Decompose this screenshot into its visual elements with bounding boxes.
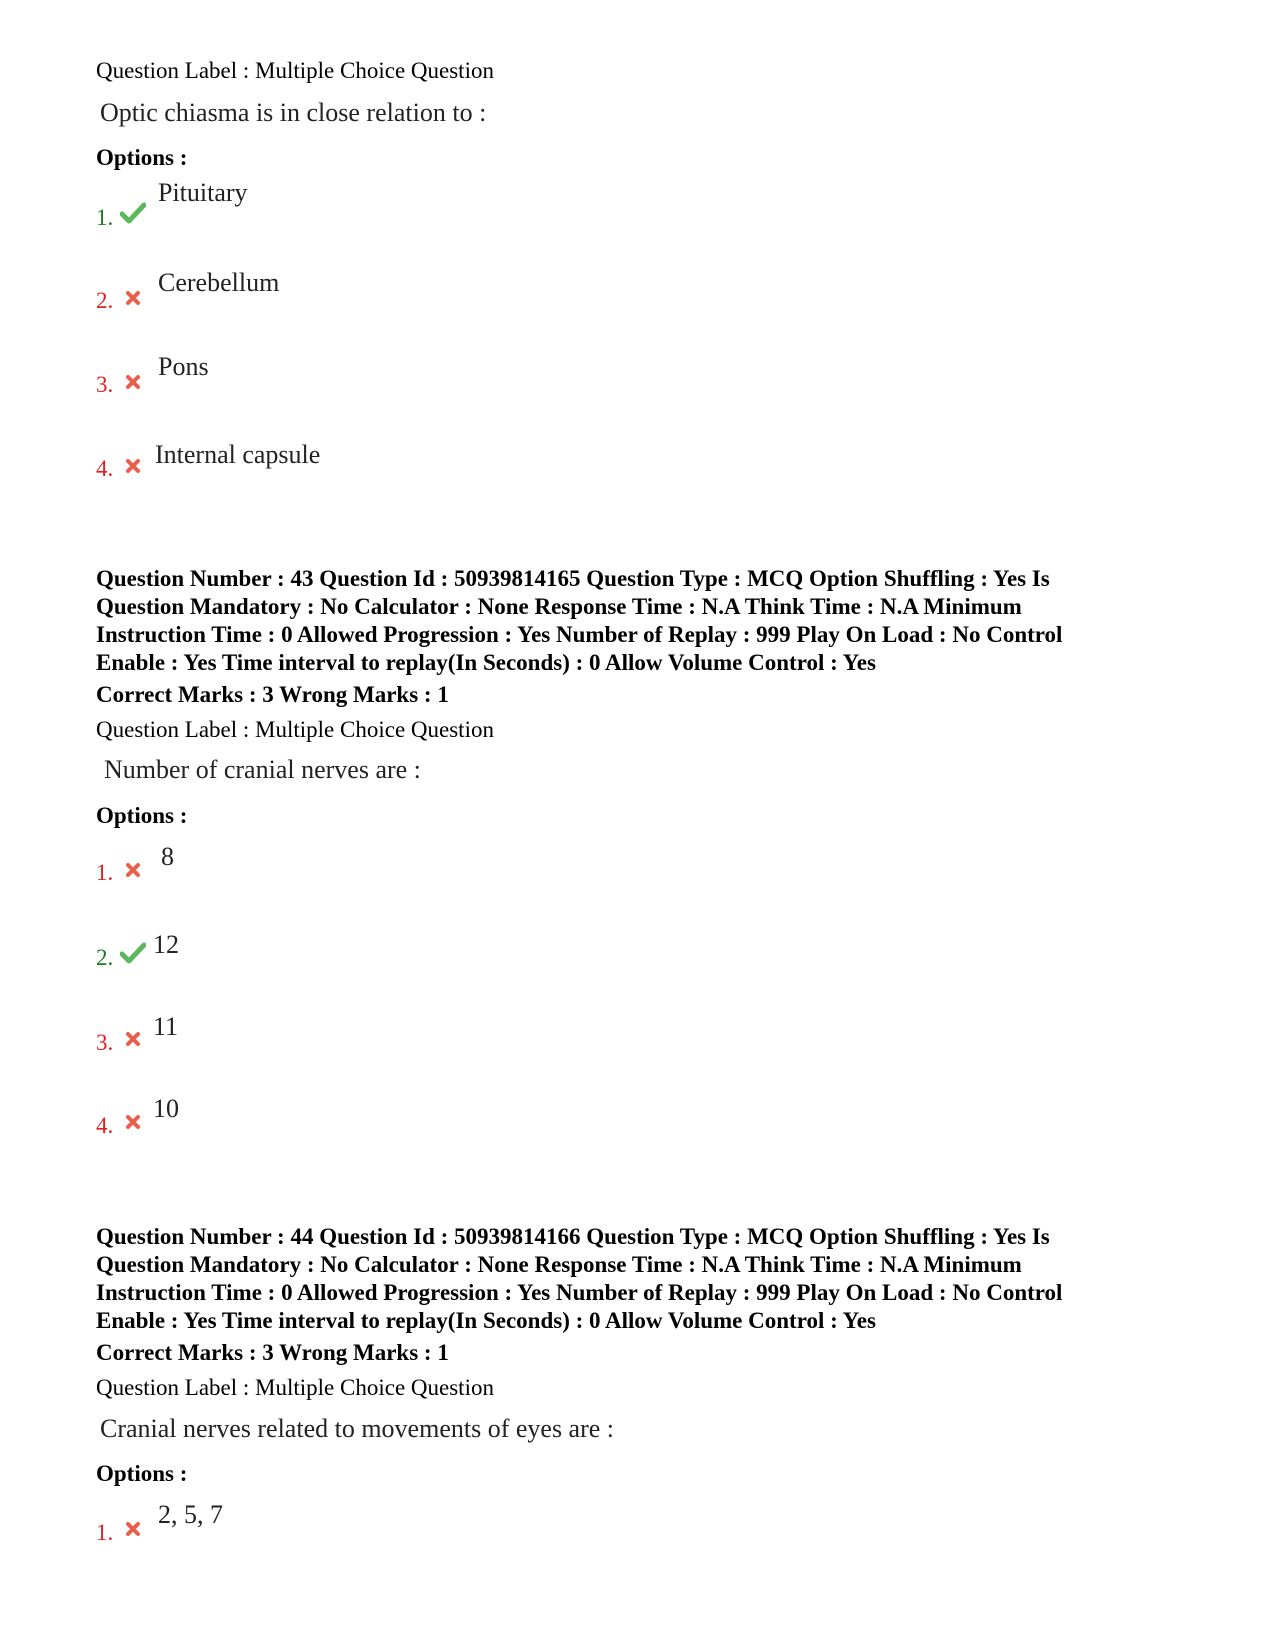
cross-icon — [125, 1521, 141, 1542]
check-icon — [120, 202, 146, 229]
marks-info: Correct Marks : 3 Wrong Marks : 1 — [96, 682, 449, 707]
question-label: Question Label : Multiple Choice Question — [96, 1375, 494, 1400]
question-text: Optic chiasma is in close relation to : — [100, 98, 487, 127]
option-number: 3. — [96, 1030, 114, 1055]
option-text: 12 — [153, 930, 179, 959]
meta-line: Question Mandatory : No Calculator : None Response Time : N.A Think Time : N.A Minimum — [96, 1252, 1022, 1277]
option-number: 2. — [96, 288, 114, 313]
option-number: 1. — [96, 205, 114, 230]
option-number: 4. — [96, 1113, 114, 1138]
option-number: 3. — [96, 372, 114, 397]
option-text: Pons — [158, 352, 209, 381]
option-number: 2. — [96, 945, 114, 970]
option-text: 8 — [161, 842, 174, 871]
option-number: 1. — [96, 1520, 114, 1545]
options-heading: Options : — [96, 1461, 188, 1486]
question-label: Question Label : Multiple Choice Question — [96, 58, 494, 83]
option-text: Cerebellum — [158, 268, 280, 297]
meta-line: Question Mandatory : No Calculator : None Response Time : N.A Think Time : N.A Minimum — [96, 594, 1022, 619]
option-number: 4. — [96, 456, 114, 481]
meta-line: Enable : Yes Time interval to replay(In Seconds) : 0 Allow Volume Control : Yes — [96, 1308, 876, 1333]
cross-icon — [125, 458, 141, 479]
question-text: Cranial nerves related to movements of eyes are : — [100, 1414, 615, 1443]
meta-line: Question Number : 43 Question Id : 50939814165 Question Type : MCQ Option Shuffling : Yes Is — [96, 566, 1050, 591]
option-number: 1. — [96, 860, 114, 885]
cross-icon — [125, 374, 141, 395]
cross-icon — [125, 862, 141, 883]
meta-line: Instruction Time : 0 Allowed Progression : Yes Number of Replay : 999 Play On Load : No Control — [96, 622, 1063, 647]
meta-line: Question Number : 44 Question Id : 50939814166 Question Type : MCQ Option Shuffling : Yes Is — [96, 1224, 1050, 1249]
question-text: Number of cranial nerves are : — [104, 755, 421, 784]
option-text: 11 — [153, 1012, 179, 1041]
cross-icon — [125, 290, 141, 311]
option-text: Pituitary — [158, 178, 248, 207]
marks-info: Correct Marks : 3 Wrong Marks : 1 — [96, 1340, 449, 1365]
question-meta — [96, 1223, 1196, 1335]
question-meta — [96, 565, 1196, 677]
cross-icon — [125, 1031, 141, 1052]
cross-icon — [125, 1114, 141, 1135]
meta-line: Enable : Yes Time interval to replay(In Seconds) : 0 Allow Volume Control : Yes — [96, 650, 876, 675]
question-label: Question Label : Multiple Choice Question — [96, 717, 494, 742]
option-text: 10 — [153, 1094, 179, 1123]
option-text: 2, 5, 7 — [158, 1500, 223, 1529]
options-heading: Options : — [96, 803, 188, 828]
check-icon — [120, 942, 146, 969]
option-text: Internal capsule — [155, 440, 321, 469]
meta-line: Instruction Time : 0 Allowed Progression : Yes Number of Replay : 999 Play On Load : No Control — [96, 1280, 1063, 1305]
options-heading: Options : — [96, 145, 188, 170]
